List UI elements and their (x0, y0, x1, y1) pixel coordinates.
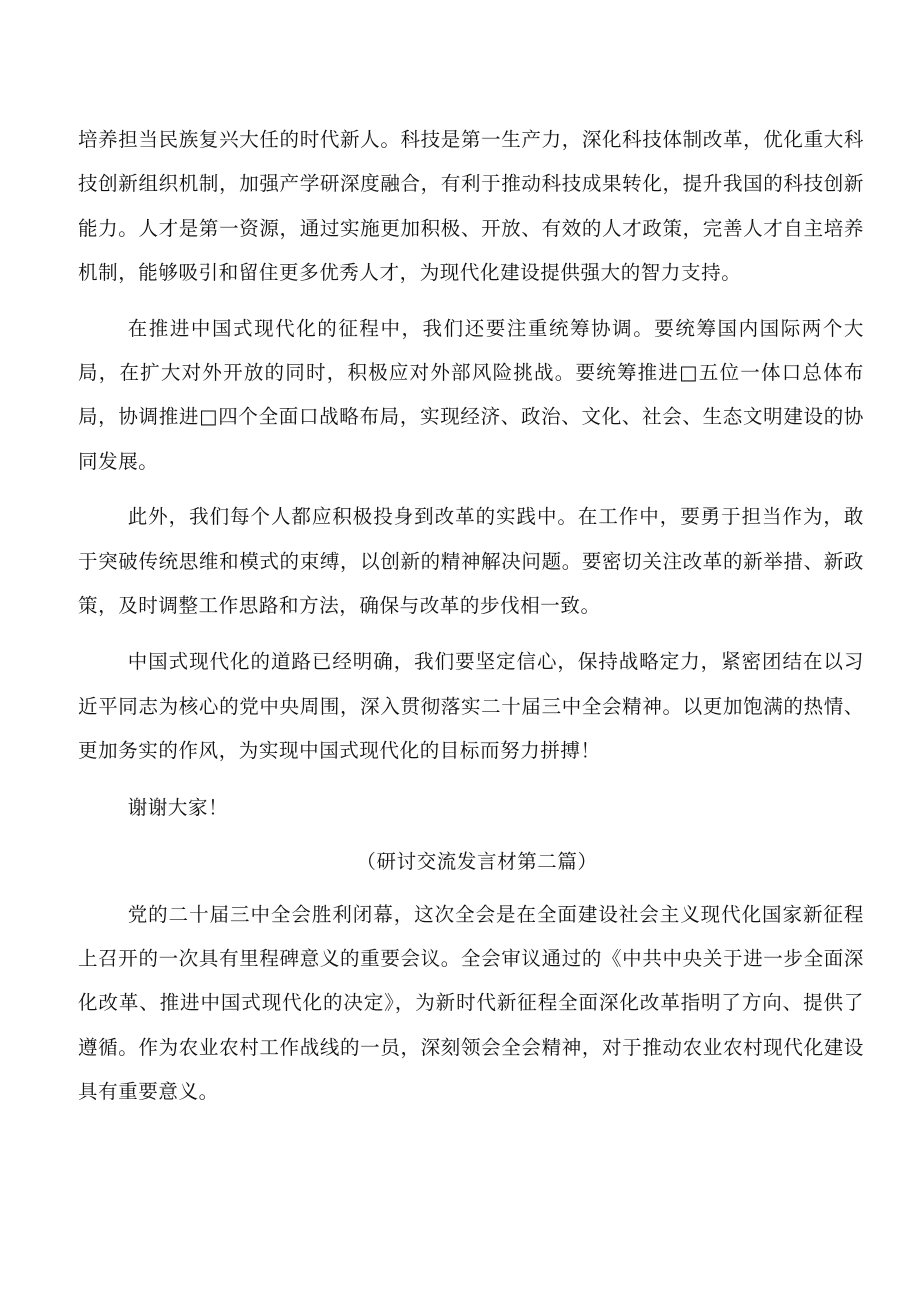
thanks-line: 谢谢大家！ (127, 795, 229, 819)
paragraph-plenum-intro: 党的二十届三中全会胜利闭幕，这次全会是在全面建设社会主义现代化国家新征程上召开的一次具有里程碑意义的重要会议。全会审议通过的《中共中央关于进一步全面深化改革、推进中国式现代化的决定》，为新时代新征程全面深化改革指明了方向、提供了遵循。作为农业农村工作战线的一员，深刻领会全会精神，对于推动农业农村现代化建设具有重要意义。 (78, 902, 864, 1104)
document-body (78, 118, 864, 1115)
paragraph-practice: 此外，我们每个人都应积极投身到改革的实践中。在工作中，要勇于担当作为，敢于突破传统思维和模式的束缚，以创新的精神解决问题。要密切关注改革的新举措、新政策，及时调整工作思路和方法，确保与改革的步伐相一致。 (78, 505, 864, 618)
paragraph-coordination: 在推进中国式现代化的征程中，我们还要注重统筹协调。要统筹国内国际两个大局，在扩大对外开放的同时，积极应对外部风险挑战。要统筹推进□五位一体口总体布局，协调推进□四个全面口战略布局，实现经济、政治、文化、社会、生态文明建设的协同发展。 (78, 316, 864, 473)
section-heading: （研讨交流发言材第二篇） (356, 850, 598, 874)
paragraph-conclusion: 中国式现代化的道路已经明确，我们要坚定信心，保持战略定力，紧密团结在以习近平同志为核心的党中央周围，深入贯彻落实二十届三中全会精神。以更加饱满的热情、更加务实的作风，为实现中国式现代化的目标而努力拼搏！ (78, 650, 864, 763)
paragraph-talent-science: 培养担当民族复兴大任的时代新人。科技是第一生产力，深化科技体制改革，优化重大科技创新组织机制，加强产学研深度融合，有利于推动科技成果转化，提升我国的科技创新能力。人才是第一资源，通过实施更加积极、开放、有效的人才政策，完善人才自主培养机制，能够吸引和留住更多优秀人才，为现代化建设提供强大的智力支持。 (78, 128, 864, 285)
